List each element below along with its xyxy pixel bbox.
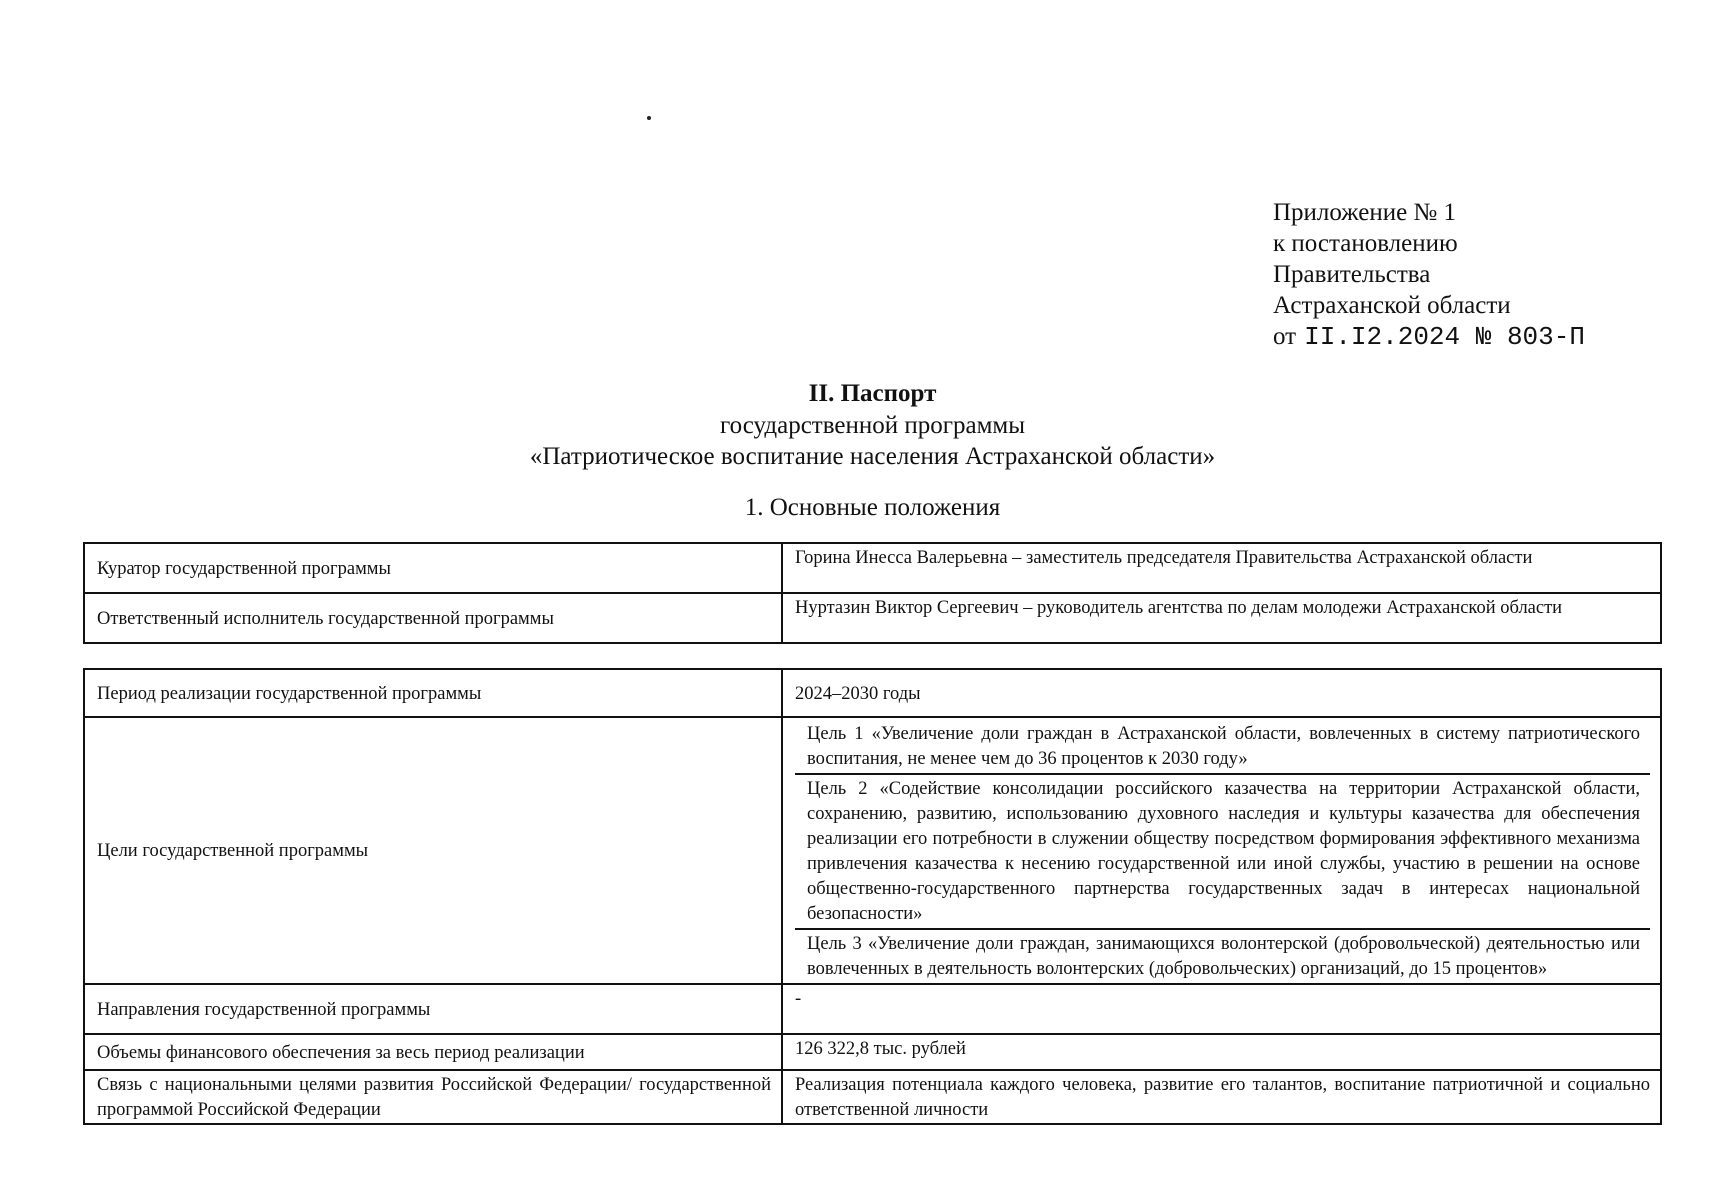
table-row-period (84, 669, 1661, 717)
goal-item-3: Цель 3 «Увеличение доли граждан, занимающихся волонтерской (добровольческой) деятельностью или вовлеченных в деятельность волонтерских (добровольческих) организаций, до 15 процентов» (807, 934, 1640, 979)
directions-value: - (782, 984, 1661, 1034)
goals-label: Цели государственной программы (84, 717, 782, 984)
executor-label: Ответственный исполнитель государственной программы (84, 593, 782, 643)
executor-value: Нуртазин Виктор Сергеевич – руководитель агентства по делам молодежи Астраханской области (782, 593, 1661, 643)
table-row-links (84, 1070, 1661, 1124)
table-row-goals (84, 717, 1661, 984)
appendix-line-3: Правительства (1273, 261, 1431, 288)
goal-item-1: Цель 1 «Увеличение доли граждан в Астраханской области, вовлеченных в систему патриотического воспитания, не менее чем до 36 процентов к 2030 году» (795, 720, 1650, 775)
table-row-funding (84, 1034, 1661, 1070)
table-row-curator (84, 543, 1661, 593)
directions-label: Направления государственной программы (84, 984, 782, 1034)
appendix-date-prefix: от (1273, 323, 1297, 350)
passport-table-details (83, 668, 1662, 1125)
passport-table-main (83, 542, 1662, 644)
goal-item-2: Цель 2 «Содействие консолидации российского казачества на территории Астраханской области, сохранению, развитию, использованию духовного наследия и культуры казачества для обеспечения реализации его потребности в служении обществу посредством формирования эффективного механизма привлечения казачества к несению государственной или иной службы, участию в решении на основе общественно-государственного партнерства государственных задач в интересах национальной безопасности» (795, 775, 1650, 930)
links-value: Реализация потенциала каждого человека, развитие его талантов, воспитание патриотичной и социально ответственной личности (782, 1070, 1661, 1124)
appendix-date-number: II.I2.2024 № 803-П (1304, 322, 1585, 352)
funding-value: 126 322,8 тыс. рублей (782, 1034, 1661, 1070)
curator-label: Куратор государственной программы (84, 543, 782, 593)
period-value: 2024–2030 годы (782, 669, 1661, 717)
period-label: Период реализации государственной программы (84, 669, 782, 717)
appendix-line-4: Астраханской области (1273, 292, 1511, 319)
appendix-line-2: к постановлению (1273, 230, 1458, 257)
goals-cell (782, 717, 1661, 984)
table-row-directions (84, 984, 1661, 1034)
curator-value: Горина Инесса Валерьевна – заместитель председателя Правительства Астраханской области (782, 543, 1661, 593)
scan-speck (647, 116, 651, 120)
heading-line-2: государственной программы (719, 412, 1026, 439)
appendix-block (1273, 197, 1585, 353)
appendix-line-1: Приложение № 1 (1273, 199, 1457, 226)
table-row-executor (84, 593, 1661, 643)
section-title: 1. Основные положения (744, 494, 1001, 521)
appendix-date-line (1273, 321, 1585, 353)
links-label: Связь с национальными целями развития Российской Федерации/ государственной программой Российской Федерации (84, 1070, 782, 1124)
heading-line-3: «Патриотическое воспитание населения Астраханской области» (529, 443, 1216, 470)
funding-label: Объемы финансового обеспечения за весь период реализации (84, 1034, 782, 1070)
heading-line-1: II. Паспорт (808, 380, 937, 407)
